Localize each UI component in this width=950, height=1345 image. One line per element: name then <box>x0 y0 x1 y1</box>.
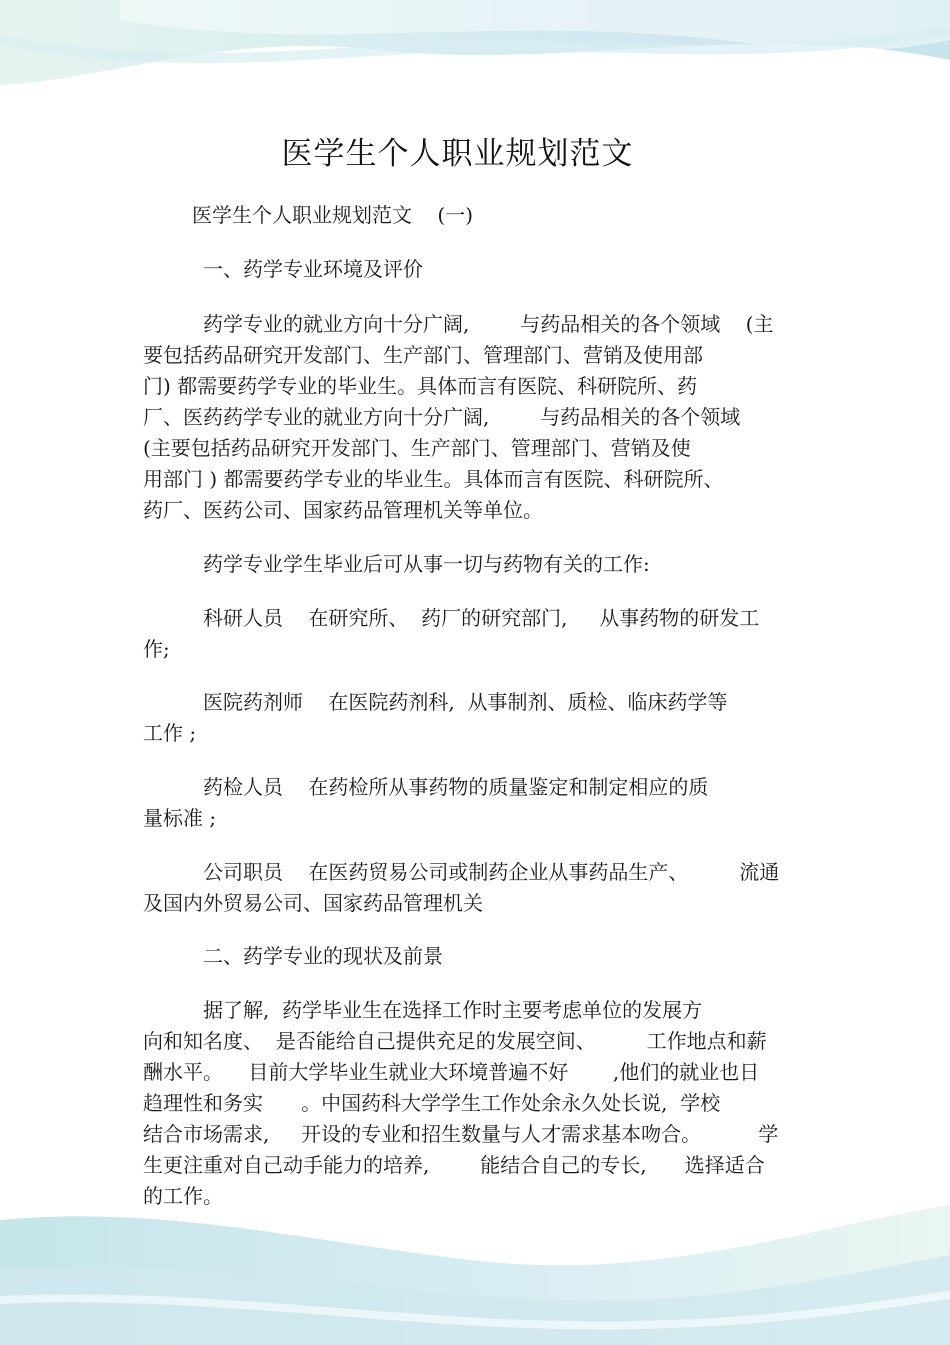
paragraph-line: 及国内外贸易公司、国家药品管理机关 <box>143 891 483 915</box>
paragraph-line: 公司职员 在医药贸易公司或制药企业从事药品生产、 流通 <box>203 860 780 884</box>
paragraph-line: (主要包括药品研究开发部门、生产部门、管理部门、营销及使 <box>143 436 691 460</box>
paragraph-line: 药学专业学生毕业后可从事一切与药物有关的工作: <box>203 552 650 576</box>
paragraph-line: 要包括药品研究开发部门、生产部门、管理部门、营销及使用部 <box>143 343 703 367</box>
paragraph-line: 药检人员 在药检所从事药物的质量鉴定和制定相应的质 <box>203 775 709 799</box>
paragraph-line: 医院药剂师 在医院药剂科, 从事制剂、质检、临床药学等 <box>203 690 728 714</box>
paragraph-line: 工作 ; <box>143 721 197 745</box>
paragraph-line: 作; <box>143 637 170 661</box>
paragraph-line: 酬水平。 目前大学毕业生就业大环境普遍不好 ,他们的就业也日 <box>143 1060 760 1084</box>
paragraph-line: 用部门 ) 都需要药学专业的毕业生。具体而言有医院、科研院所、 <box>143 467 724 491</box>
paragraph-line: 科研人员 在研究所、 药厂的研究部门, 从事药物的研发工 <box>203 606 760 630</box>
paragraph-line: 门) 都需要药学专业的毕业生。具体而言有医院、科研院所、药 <box>143 374 698 398</box>
paragraph-line: 药厂、医药公司、国家药品管理机关等单位。 <box>143 498 543 522</box>
paragraph-line: 厂、医药药学专业的就业方向十分广阔, 与药品相关的各个领域 <box>143 405 741 429</box>
paragraph-line: 生更注重对自己动手能力的培养, 能结合自己的专长, 选择适合 <box>143 1153 765 1177</box>
paragraph-line: 药学专业的就业方向十分广阔, 与药品相关的各个领域 (主 <box>203 312 774 336</box>
paragraph-line: 量标准 ; <box>143 806 217 830</box>
paragraph-line: 向和知名度、 是否能给自己提供充足的发展空间、 工作地点和薪 <box>143 1029 767 1053</box>
document-title: 医学生个人职业规划范文 <box>281 136 634 172</box>
paragraph-line: 的工作。 <box>143 1184 223 1208</box>
paragraph-line: 趋理性和务实 。中国药科大学学生工作处余永久处长说, 学校 <box>143 1091 721 1115</box>
section-heading-2: 二、药学专业的现状及前景 <box>203 944 443 968</box>
section-heading-1: 一、药学专业环境及评价 <box>203 257 423 281</box>
paragraph-line: 据了解, 药学毕业生在选择工作时主要考虑单位的发展方 <box>203 998 703 1022</box>
paragraph-line: 结合市场需求, 开设的专业和招生数量与人才需求基本吻合。 学 <box>143 1122 779 1146</box>
document-subtitle: 医学生个人职业规划范文 (一) <box>192 203 474 227</box>
